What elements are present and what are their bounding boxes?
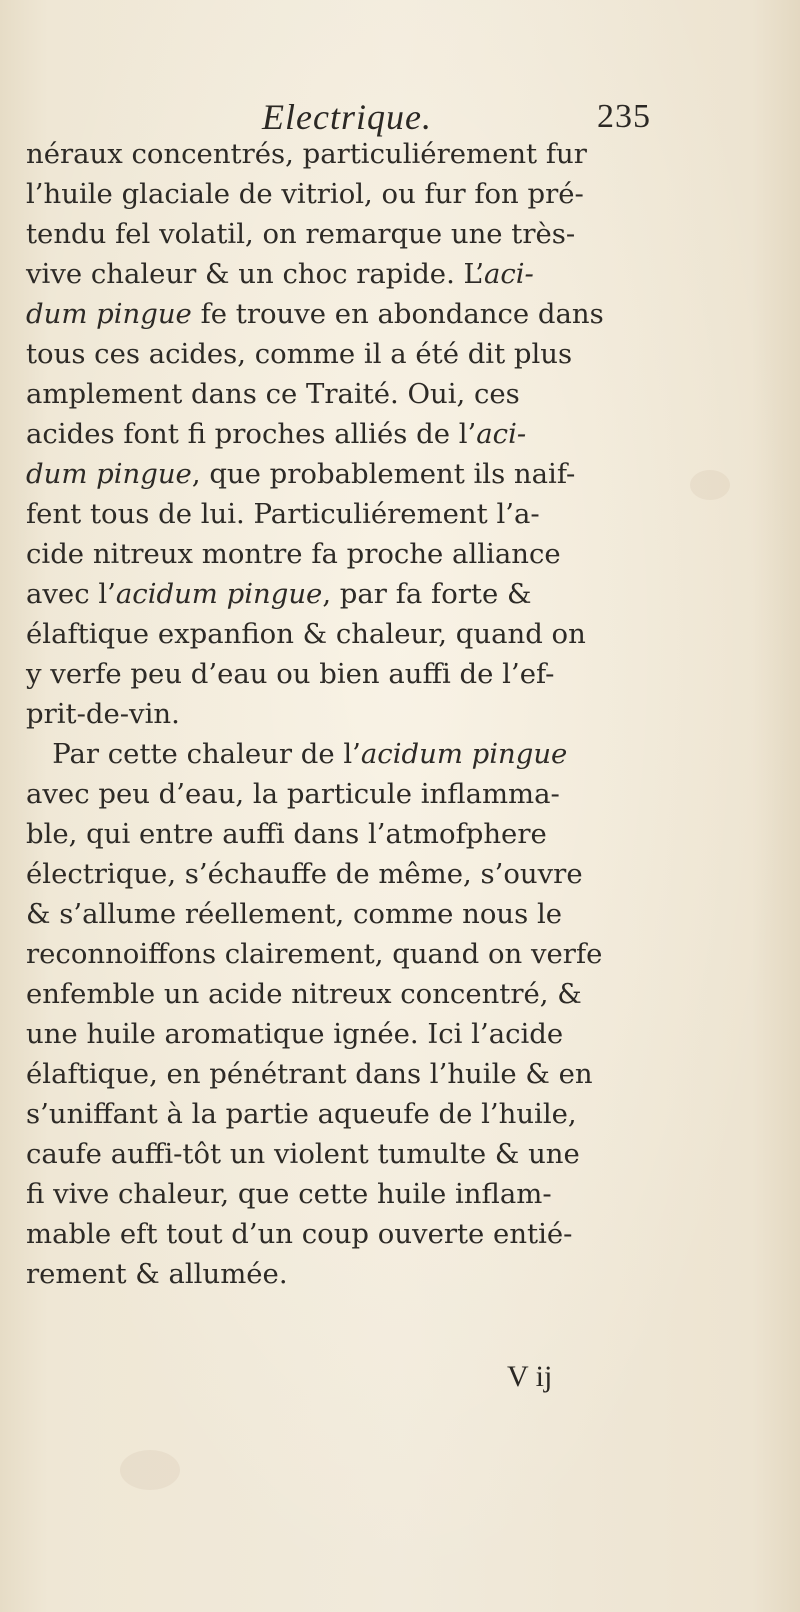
text-line — [26, 338, 572, 370]
text-line — [26, 578, 531, 610]
text-segment: fent tous de lui. Particuliérement l’a- — [26, 498, 540, 530]
page-header — [0, 96, 800, 136]
text-line — [26, 898, 562, 930]
text-segment: , que probablement ils naif- — [191, 458, 576, 490]
italic-term: dum pingue — [26, 298, 192, 330]
text-segment: rement & allumée. — [26, 1258, 288, 1290]
text-segment: une huile aromatique ignée. Ici l’acide — [26, 1018, 564, 1050]
text-segment: tous ces acides, comme il a été dit plus — [26, 338, 573, 370]
text-segment: tendu fel volatil, on remarque une très- — [26, 218, 576, 250]
text-segment: acides font fi proches alliés de l’ — [26, 418, 477, 450]
text-segment: cide nitreux montre fa proche alliance — [26, 538, 561, 570]
text-line — [26, 738, 567, 770]
text-segment: vive chaleur & un choc rapide. L’ — [26, 258, 484, 290]
text-line — [26, 178, 584, 210]
text-segment: , par fa forte & — [322, 578, 532, 610]
text-segment: mable eft tout d’un coup ouverte entié- — [26, 1218, 573, 1250]
italic-term: aci- — [476, 418, 527, 450]
text-line — [26, 298, 604, 330]
page-number: 235 — [597, 98, 651, 135]
text-segment: reconnoiffons clairement, quand on verfe — [26, 938, 603, 970]
text-line — [26, 1098, 577, 1130]
text-line — [26, 858, 583, 890]
text-line — [26, 538, 561, 570]
text-segment: prit-de-vin. — [26, 698, 180, 730]
text-segment: amplement dans ce Traité. Oui, ces — [26, 378, 520, 410]
text-line — [26, 778, 560, 810]
italic-term: acidum pingue — [360, 738, 568, 770]
text-segment: caufe auffi-tôt un violent tumulte & une — [26, 1138, 580, 1170]
text-segment: s’uniffant à la partie aqueufe de l’huile, — [26, 1098, 577, 1130]
text-line — [26, 618, 586, 650]
text-segment: l’huile glaciale de vitriol, ou fur fon pré- — [26, 178, 584, 210]
paper-stain — [690, 470, 730, 500]
text-line — [26, 1058, 593, 1090]
text-line — [26, 138, 587, 170]
text-line — [26, 218, 575, 250]
text-line — [26, 1138, 580, 1170]
text-line — [26, 1218, 572, 1250]
italic-term: acidum pingue — [115, 578, 323, 610]
text-segment: ble, qui entre auffi dans l’atmofphere — [26, 818, 547, 850]
text-line — [26, 1258, 288, 1290]
italic-term: aci- — [483, 258, 534, 290]
text-line — [26, 978, 582, 1010]
text-segment: élaftique, en pénétrant dans l’huile & en — [26, 1058, 593, 1090]
signature-mark: V ij — [507, 1360, 553, 1393]
text-line — [26, 258, 534, 290]
paper-stain — [120, 1450, 180, 1490]
text-segment: élaftique expanfion & chaleur, quand on — [26, 618, 586, 650]
italic-term: dum pingue — [26, 458, 192, 490]
text-line — [26, 458, 575, 490]
text-segment: néraux concentrés, particuliérement fur — [26, 138, 587, 170]
text-line — [26, 938, 602, 970]
text-line — [26, 818, 547, 850]
text-segment: enfemble un acide nitreux concentré, & — [26, 978, 582, 1010]
text-segment: y verfe peu d’eau ou bien auffi de l’ef- — [26, 658, 555, 690]
text-segment: avec l’ — [26, 578, 116, 610]
text-line — [26, 418, 526, 450]
text-segment: électrique, s’échauffe de même, s’ouvre — [26, 858, 583, 890]
running-title: Electrique. — [262, 97, 432, 137]
text-segment: & s’allume réellement, comme nous le — [26, 898, 563, 930]
text-line — [26, 698, 180, 730]
text-line — [26, 1178, 552, 1210]
text-segment: fe trouve en abondance dans — [191, 298, 604, 330]
text-segment: fi vive chaleur, que cette huile inflam- — [26, 1178, 552, 1210]
text-segment: Par cette chaleur de l’ — [26, 738, 361, 770]
text-line — [26, 658, 554, 690]
text-segment: avec peu d’eau, la particule inflamma- — [26, 778, 560, 810]
text-line — [26, 378, 520, 410]
text-line — [26, 498, 540, 530]
text-line — [26, 1018, 563, 1050]
